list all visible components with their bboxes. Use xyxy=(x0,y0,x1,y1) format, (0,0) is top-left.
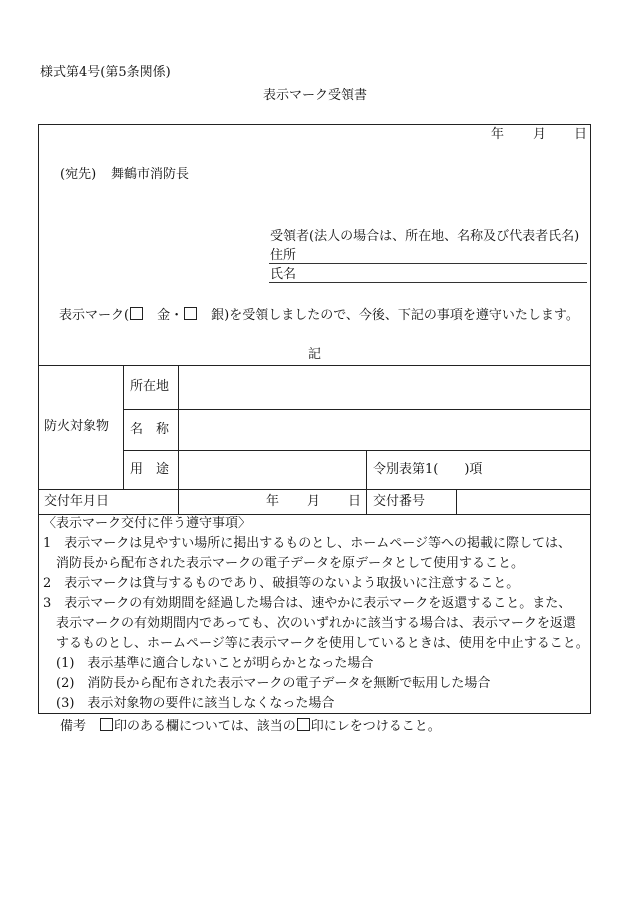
delivery-number-field[interactable] xyxy=(460,492,586,512)
receiver-heading: 受領者(法人の場合は、所在地、名称及び代表者氏名) xyxy=(270,229,580,244)
form-number: 様式第4号(第5条関係) xyxy=(40,65,171,80)
receiver-name-label: 氏名 xyxy=(270,267,297,282)
delivery-year: 年 xyxy=(266,494,280,509)
use-label: 用 途 xyxy=(130,462,170,477)
ki-label: 記 xyxy=(308,347,322,362)
rule-line: 表示マークの有効期間内であっても、次のいずれかに該当する場合は、表示マークを返還 xyxy=(43,616,576,631)
location-field[interactable] xyxy=(182,369,586,405)
statement-gold: 金・ xyxy=(157,308,184,323)
rule-line: (1) 表示基準に適合しないことが明らかとなった場合 xyxy=(43,656,374,671)
rules-heading: 〈表示マーク交付に伴う遵守事項〉 xyxy=(43,516,252,531)
rule-line: (3) 表示対象物の要件に該当しなくなった場合 xyxy=(43,696,335,711)
facility-group-label: 防火対象物 xyxy=(44,419,110,434)
gold-checkbox[interactable] xyxy=(130,307,143,320)
rule-line: するものとし、ホームページ等に表示マークを使用しているときは、使用を中止すること。 xyxy=(43,636,589,651)
table-ref-label: 令別表第1( )項 xyxy=(373,462,483,477)
row-divider-1 xyxy=(123,409,590,410)
rule-line: 3 表示マークの有効期間を経過した場合は、速やかに表示マークを返還すること。また、 xyxy=(43,596,572,611)
addressee-name: 舞鶴市消防長 xyxy=(111,167,190,182)
checkbox-glyph-icon xyxy=(100,718,113,731)
use-field[interactable] xyxy=(182,454,362,486)
table-top-border xyxy=(39,365,590,366)
remarks xyxy=(60,718,441,735)
date-day: 日 xyxy=(574,127,588,142)
date-month: 月 xyxy=(533,127,547,142)
silver-checkbox[interactable] xyxy=(184,307,197,320)
name-label: 名 称 xyxy=(130,422,170,437)
rule-line: (2) 消防長から配布された表示マークの電子データを無断で転用した場合 xyxy=(43,676,491,691)
receiver-address-label: 住所 xyxy=(270,248,297,263)
form-title: 表示マーク受領書 xyxy=(262,88,367,103)
date-year: 年 xyxy=(491,127,505,142)
addressee-prefix: (宛先) xyxy=(60,167,97,182)
row-divider-4 xyxy=(39,514,590,515)
rule-line: 1 表示マークは見やすい場所に掲出するものとし、ホームページ等への掲載に際しては、 xyxy=(43,536,572,551)
delivery-date-label: 交付年月日 xyxy=(44,494,110,509)
statement-start: 表示マーク( xyxy=(59,308,130,323)
remarks-label: 備考 xyxy=(60,719,87,734)
remarks-text-a: 印のある欄については、該当の xyxy=(114,719,296,734)
receipt-form xyxy=(38,124,591,714)
address-underline xyxy=(269,263,587,264)
delivery-day: 日 xyxy=(348,494,362,509)
col-divider-number xyxy=(456,489,457,514)
row-divider-2 xyxy=(123,450,590,451)
col-divider-label xyxy=(178,365,179,514)
rule-line: 消防長から配布された表示マークの電子データを原データとして使用すること。 xyxy=(43,556,525,571)
name-underline xyxy=(269,282,587,283)
col-divider-mid xyxy=(366,450,367,514)
row-divider-3 xyxy=(39,489,590,490)
location-label: 所在地 xyxy=(130,379,170,394)
name-field[interactable] xyxy=(182,413,586,446)
checkbox-glyph-icon xyxy=(297,718,310,731)
statement-silver: 銀)を受領しましたので、今後、下記の事項を遵守いたします。 xyxy=(211,308,579,323)
delivery-number-label: 交付番号 xyxy=(373,494,426,509)
col-divider-group xyxy=(123,365,124,489)
rule-line: 2 表示マークは貸与するものであり、破損等のないよう取扱いに注意すること。 xyxy=(43,576,520,591)
delivery-month: 月 xyxy=(307,494,321,509)
remarks-text-b: 印にレをつけること。 xyxy=(310,719,441,734)
statement xyxy=(59,307,579,324)
